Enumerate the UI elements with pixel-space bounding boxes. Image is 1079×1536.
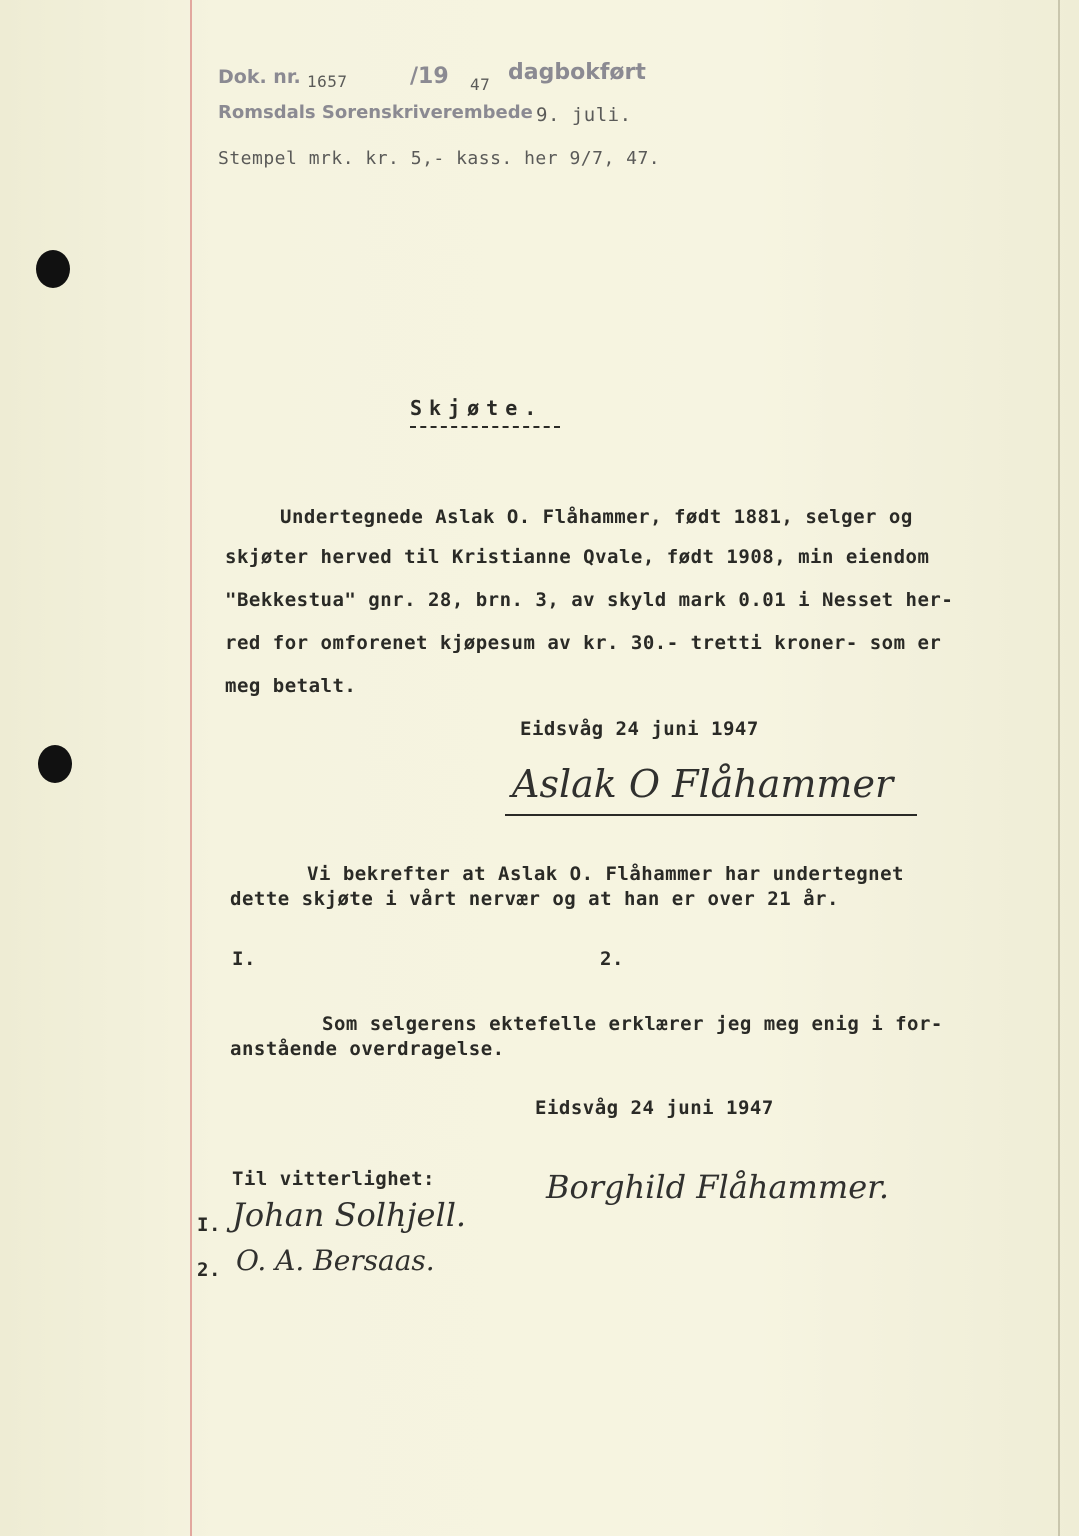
witness-signature-2: O. A. Bersaas.	[236, 1244, 435, 1277]
body-line-1: Undertegnede Aslak O. Flåhammer, født 1881, selger og	[280, 506, 913, 528]
seller-signature: Aslak O Flåhammer	[512, 762, 894, 806]
stamp-office: Romsdals Sorenskriverembede	[218, 102, 533, 123]
spouse-signature: Borghild Flåhammer.	[546, 1168, 890, 1206]
stamp-year-prefix: /19	[410, 64, 449, 89]
stamp-date: 9. juli.	[536, 104, 632, 126]
witness-sign-number-2: 2.	[197, 1259, 221, 1281]
margin-line	[190, 0, 192, 1536]
punch-hole-top	[36, 250, 70, 288]
witness-sign-number-1: I.	[197, 1214, 221, 1236]
stamp-dagbokfort: dagbokført	[508, 60, 646, 85]
body-line-2: skjøter herved til Kristianne Qvale, født 1908, min eiendom	[225, 546, 930, 568]
punch-hole-bottom	[38, 745, 72, 783]
stamp-dok-label: Dok. nr.	[218, 66, 301, 88]
spouse-line-1: Som selgerens ektefelle erklærer jeg meg enig i for-	[322, 1013, 943, 1035]
stempel-line: Stempel mrk. kr. 5,- kass. her 9/7, 47.	[218, 148, 661, 169]
witness-number-2: 2.	[600, 948, 624, 970]
spouse-line-2: anstående overdragelse.	[230, 1038, 505, 1060]
confirmation-line-2: dette skjøte i vårt nervær og at han er over 21 år.	[230, 888, 839, 910]
page-edge-right	[1058, 0, 1060, 1536]
place-date-2: Eidsvåg 24 juni 1947	[535, 1097, 774, 1119]
confirmation-line-1: Vi bekrefter at Aslak O. Flåhammer har undertegnet	[307, 863, 904, 885]
seller-signature-underline	[505, 814, 917, 816]
place-date-1: Eidsvåg 24 juni 1947	[520, 718, 759, 740]
title-underline	[410, 426, 560, 428]
witness-signature-1: Johan Solhjell.	[232, 1196, 467, 1234]
body-line-4: red for omforenet kjøpesum av kr. 30.- tretti kroner- som er	[225, 632, 942, 654]
document-title: Skjøte.	[410, 396, 544, 420]
vitterlighet-label: Til vitterlighet:	[232, 1168, 435, 1190]
stamp-dok-number: 1657	[307, 72, 348, 91]
body-line-5: meg betalt.	[225, 675, 357, 697]
body-line-3: "Bekkestua" gnr. 28, brn. 3, av skyld mark 0.01 i Nesset her-	[225, 589, 954, 611]
witness-number-1: I.	[232, 948, 256, 970]
stamp-year-suffix: 47	[470, 75, 491, 94]
